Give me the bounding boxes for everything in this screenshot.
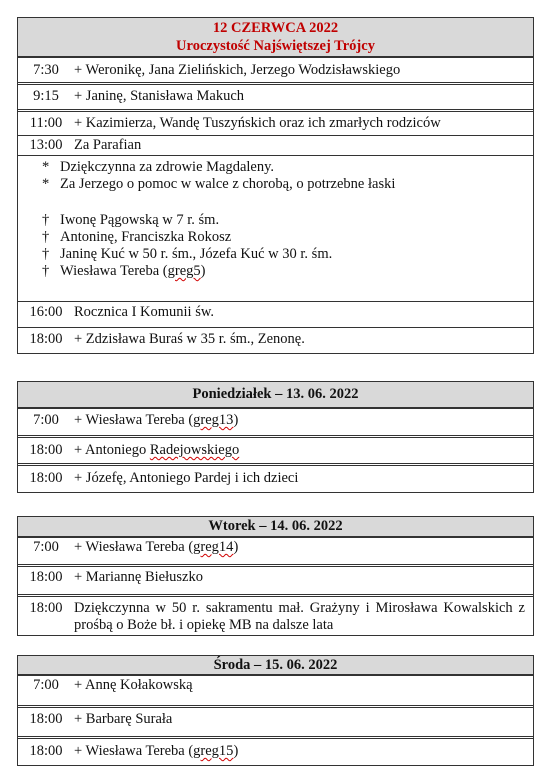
list-item: * Za Jerzego o pomoc w walce z chorobą, o potrzebne łaski — [42, 176, 396, 192]
spell-error-word: Radejowskiego — [149, 442, 240, 458]
sunday-header — [18, 18, 533, 57]
mass-time: 18:00 — [29, 470, 63, 486]
sunday-schedule — [17, 17, 534, 354]
asterisk-icon: * — [42, 159, 50, 175]
mass-intention: + Annę Kołakowską — [74, 677, 193, 693]
mass-row — [18, 463, 533, 492]
cross-icon: † — [42, 229, 50, 245]
cross-icon: † — [42, 212, 50, 228]
asterisk-icon: * — [42, 176, 50, 192]
mass-time: 18:00 — [29, 442, 63, 458]
mass-time: 9:15 — [33, 88, 59, 104]
mass-intention: + Antoniego Radejowskiego — [74, 442, 240, 458]
mass-time: 18:00 — [29, 569, 63, 585]
mass-time: 7:00 — [33, 412, 59, 428]
mass-intention: + Józefę, Antoniego Pardej i ich dzieci — [74, 470, 299, 486]
list-item: * Dziękczynna za zdrowie Magdaleny. — [42, 159, 275, 175]
mass-intention: + Wiesława Tereba (greg13) — [74, 412, 239, 428]
list-item: † Antoninę, Franciszka Rokosz — [42, 229, 232, 245]
list-item: † Wiesława Tereba (greg5) — [42, 263, 206, 279]
mass-intention: + Janinę, Stanisława Makuch — [74, 88, 245, 104]
tuesday-schedule — [17, 516, 534, 636]
mass-intention: Za Parafian — [74, 137, 142, 153]
mass-time: 18:00 — [29, 743, 63, 759]
mass-row — [18, 675, 533, 705]
collective-intentions — [18, 155, 533, 301]
mass-time: 13:00 — [29, 137, 63, 153]
mass-row — [18, 564, 533, 594]
day-title: Poniedziałek – 13. 06. 2022 — [18, 382, 533, 408]
mass-time: 7:30 — [33, 62, 59, 78]
mass-intention: + Barbarę Surała — [74, 711, 173, 727]
cross-icon: † — [42, 263, 50, 279]
spell-error-word: greg14 — [193, 539, 234, 555]
mass-row — [18, 408, 533, 435]
mass-intention: + Kazimierza, Wandę Tuszyńskich oraz ich zmarłych rodziców — [74, 115, 441, 131]
mass-intention: + Wiesława Tereba (greg15) — [74, 743, 239, 759]
sunday-date: 12 CZERWCA 2022 — [212, 20, 339, 36]
mass-row — [18, 705, 533, 736]
day-title: Środa – 15. 06. 2022 — [18, 656, 533, 675]
intention-list-star — [18, 159, 533, 193]
wednesday-schedule — [17, 655, 534, 766]
mass-row — [18, 109, 533, 135]
mass-row — [18, 327, 533, 353]
mass-time: 18:00 — [29, 711, 63, 727]
mass-row — [18, 435, 533, 463]
mass-time: 18:00 — [29, 331, 63, 347]
mass-row — [18, 135, 533, 155]
mass-intention: + Weronikę, Jana Zielińskich, Jerzego Wodzisławskiego — [74, 62, 401, 78]
mass-intention: Dziękczynna w 50 r. sakramentu mał. Grażyny i Mirosława Kowalskich z prośbą o Boże bł. i opiekę MB na dalsze lata — [74, 600, 525, 633]
mass-time: 16:00 — [29, 304, 63, 320]
list-item: † Janinę Kuć w 50 r. śm., Józefa Kuć w 30 r. śm. — [42, 246, 333, 262]
mass-time: 11:00 — [29, 115, 63, 131]
sunday-feast: Uroczystość Najświętszej Trójcy — [176, 38, 375, 54]
mass-intention: + Wiesława Tereba (greg14) — [74, 539, 239, 555]
mass-row — [18, 82, 533, 109]
cross-icon: † — [42, 246, 50, 262]
intention-list-cross — [18, 212, 533, 280]
monday-schedule — [17, 381, 534, 493]
spell-error-word: greg15 — [193, 743, 234, 759]
mass-row — [18, 736, 533, 765]
mass-intention: + Zdzisława Buraś w 35 r. śm., Zenonę. — [74, 331, 305, 347]
spell-error-word: greg13 — [193, 412, 234, 428]
mass-intention: + Mariannę Biełuszko — [74, 569, 203, 585]
mass-row — [18, 537, 533, 564]
mass-row — [18, 301, 533, 327]
mass-time: 7:00 — [33, 539, 59, 555]
spell-error-word: greg5 — [167, 263, 201, 279]
mass-intention: Rocznica I Komunii św. — [74, 304, 215, 320]
day-title: Wtorek – 14. 06. 2022 — [18, 517, 533, 537]
mass-time: 18:00 — [29, 600, 63, 616]
list-item: † Iwonę Pągowską w 7 r. śm. — [42, 212, 220, 228]
mass-row — [18, 57, 533, 82]
mass-row — [18, 594, 533, 635]
mass-time: 7:00 — [33, 677, 59, 693]
